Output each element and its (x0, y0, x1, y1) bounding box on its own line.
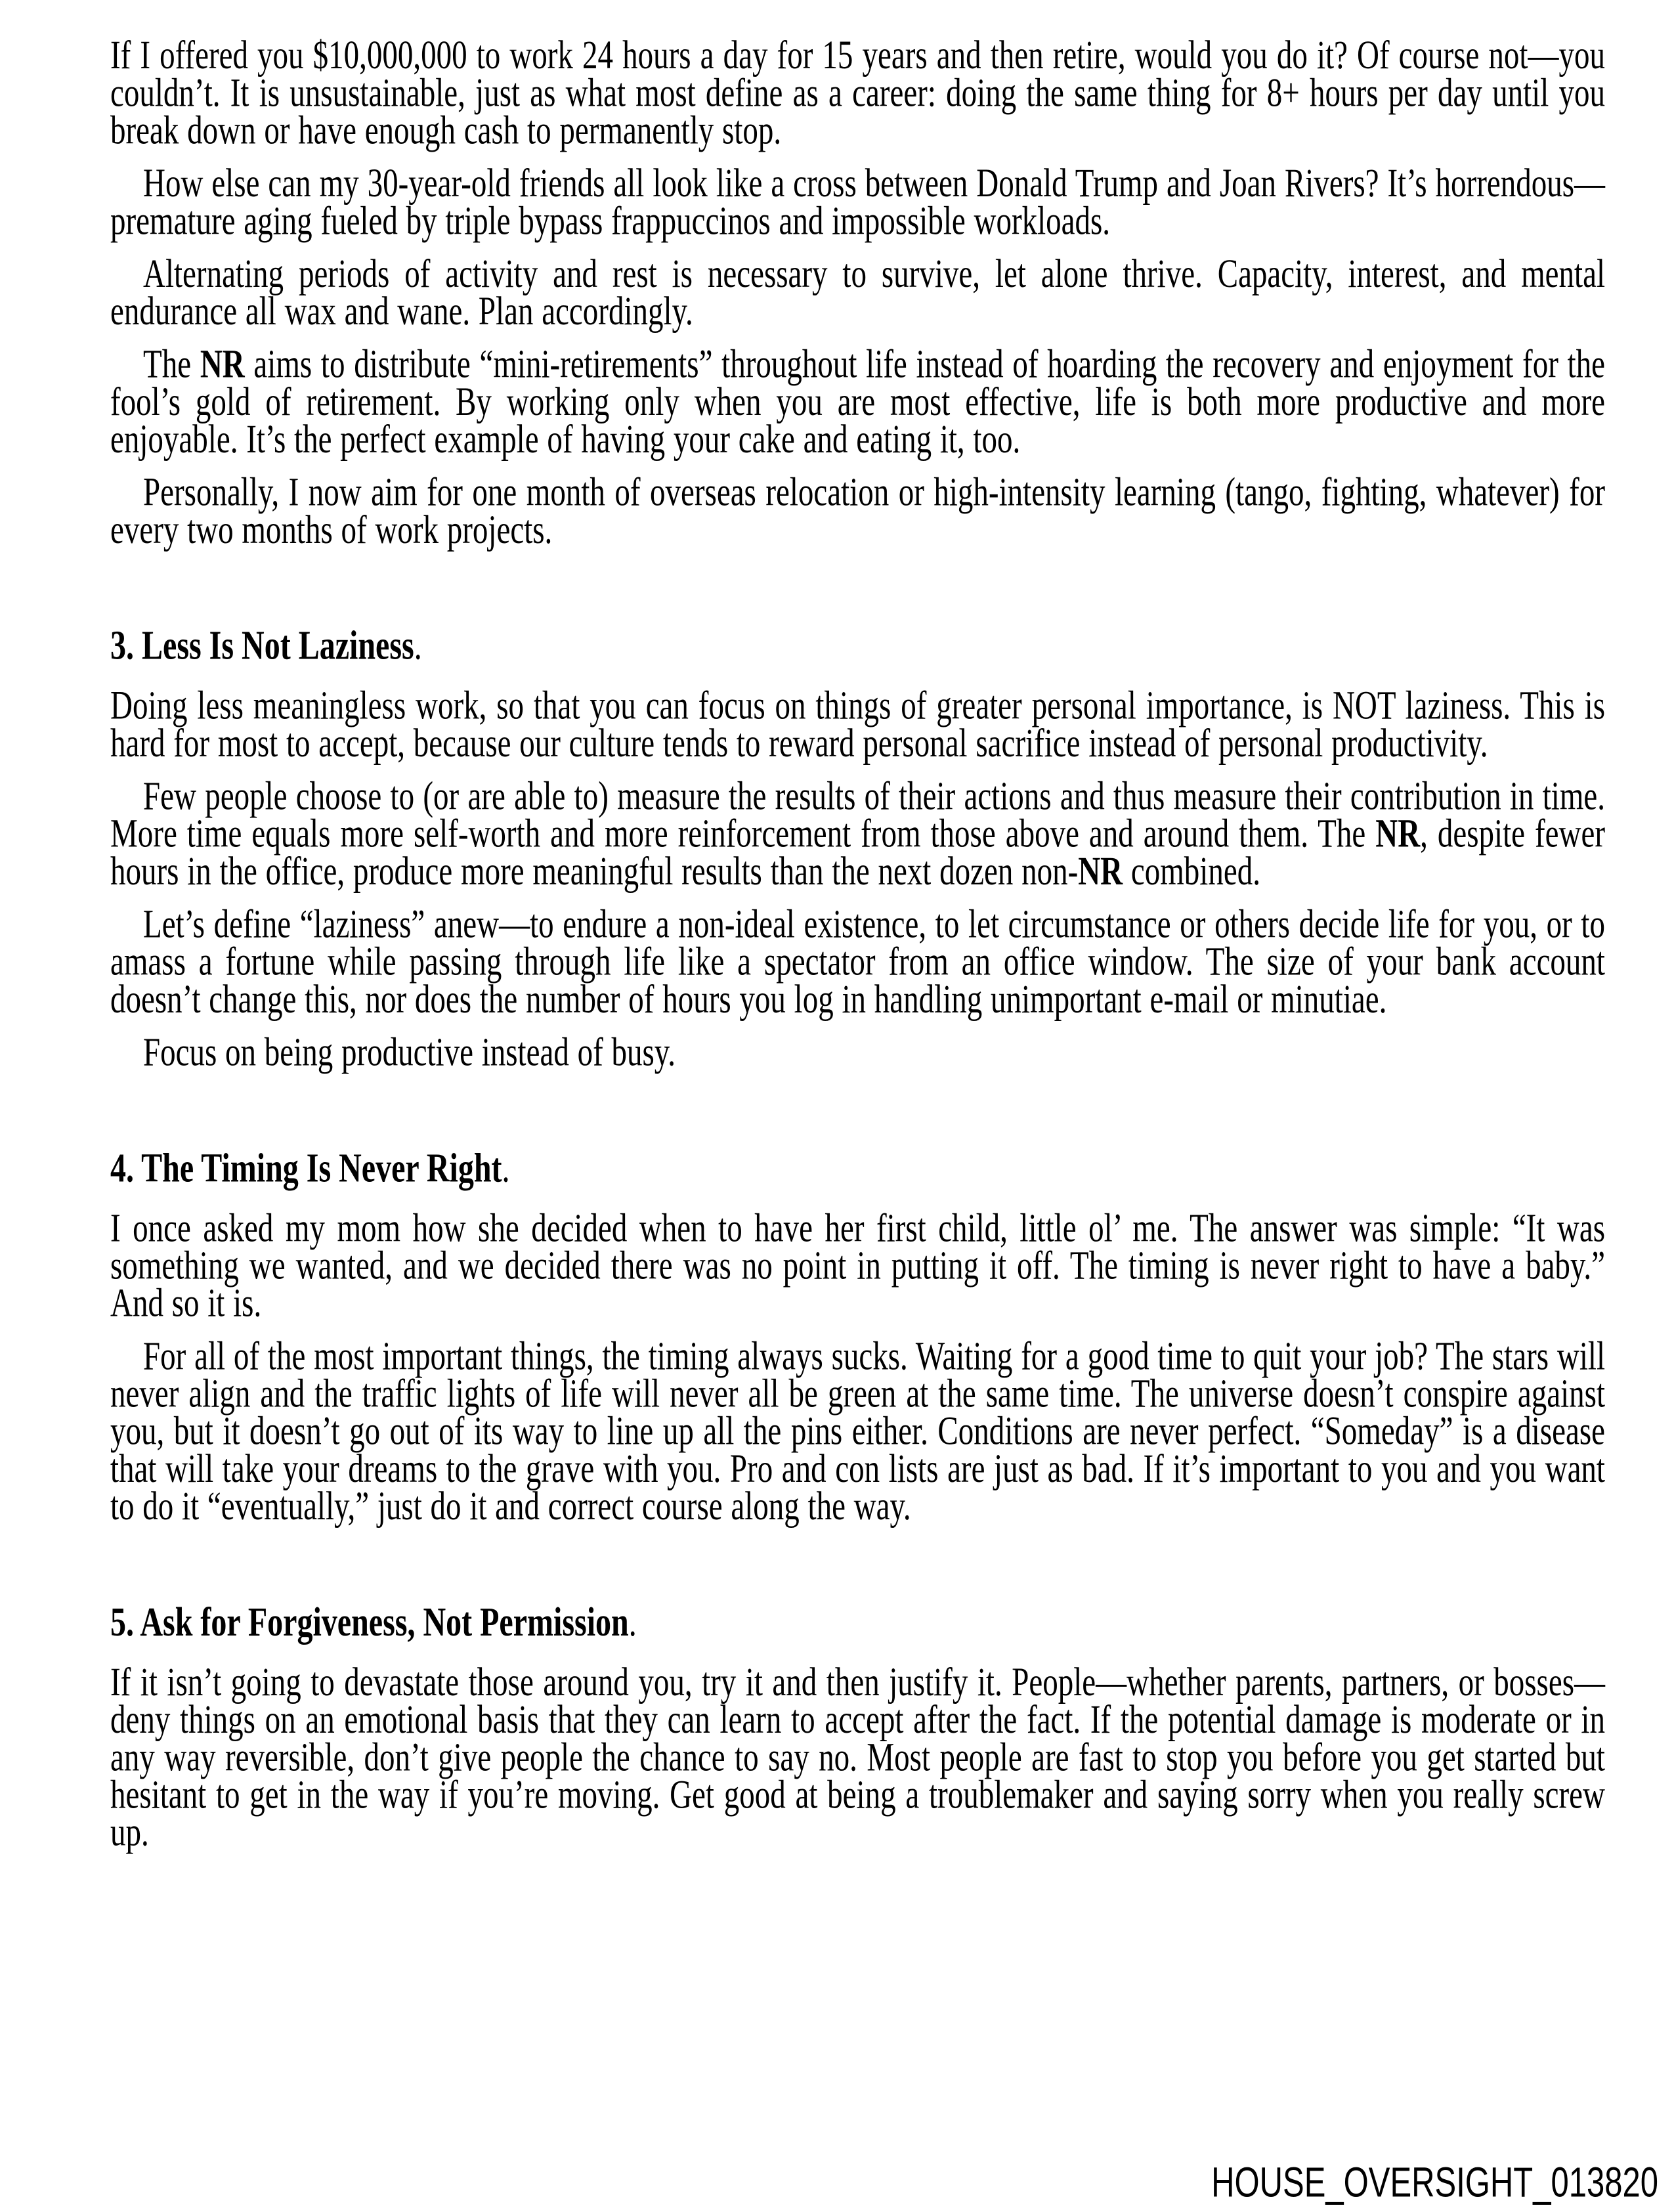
heading-title: 3. Less Is Not Laziness (110, 623, 414, 668)
paragraph (110, 774, 1605, 894)
paragraph (110, 1205, 1605, 1326)
text-segment: How else can my 30-year-old friends all look like a cross between Donald Trump and Joan Rivers? It’s horrendous—premature aging fueled by triple bypass frappuccinos and impossible workloads. (110, 161, 1605, 244)
section-heading-timing-is-never-right (110, 1145, 1605, 1191)
text-segment: If it isn’t going to devastate those around you, try it and then justify it. People—whether parents, partners, or bosses—deny things on an emotional basis that they can learn to accept after the fact. If the potential damage is moderate or in any way reversible, don’t give people the chance to say no. Most people are fast to stop you before you get started but hesitant to get in the way if you’re moving. Get good at being a troublemaker and saying sorry when you really screw up. (110, 1660, 1605, 1855)
heading-title: 5. Ask for Forgiveness, Not Permission (110, 1599, 629, 1645)
text-segment: aims to distribute “mini-retirements” throughout life instead of hoarding the recovery and enjoyment for the fool’s gold of retirement. By working only when you are most effective, life is both more productive and more enjoyable. It’s the perfect example of having your cake and eating it, too. (110, 342, 1605, 462)
paragraph (110, 683, 1605, 766)
text-segment: If I offered you $10,000,000 to work 24 hours a day for 15 years and then retire, would you do it? Of course not—you couldn’t. It is unsustainable, just as what most define as a career: doing the same thing for 8+ hours per day until you break down or have enough cash to permanently stop. (110, 33, 1605, 153)
nr-term: NR (200, 342, 245, 387)
heading-title: 4. The Timing Is Never Right (110, 1145, 502, 1191)
text-segment: combined. (1123, 849, 1260, 894)
nr-term: NR (1375, 812, 1421, 856)
paragraph (110, 470, 1605, 553)
heading-period: . (628, 1599, 637, 1645)
text-segment: Focus on being productive instead of busy. (143, 1030, 676, 1075)
text-segment: Few people choose to (or are able to) measure the results of their actions and thus measure their contribution in time. More time equals more self-worth and more reinforcement from those above and around them. The (110, 774, 1605, 856)
text-segment: For all of the most important things, the timing always sucks. Waiting for a good time to quit your job? The stars will never align and the traffic lights of life will never all be green at the same time. The universe doesn’t conspire against you, but it doesn’t go out of its way to line up all the pins either. Conditions are never perfect. “Someday” is a disease that will take your dreams to the grave with you. Pro and con lists are just as bad. If it’s important to you and you want to do it “eventually,” just do it and correct course along the way. (110, 1334, 1605, 1529)
text-segment: Let’s define “laziness” anew—to endure a non-ideal existence, to let circumstance or others decide life for you, or to amass a fortune while passing through life like a spectator from an office window. The size of your bank account doesn’t change this, nor does the number of hours you log in handling unimportant e-mail or minutiae. (110, 902, 1605, 1022)
heading-period: . (502, 1145, 510, 1191)
text-segment: Doing less meaningless work, so that you can focus on things of greater personal importance, is NOT laziness. This is hard for most to accept, because our culture tends to reward personal sacrifice instead of personal productivity. (110, 683, 1605, 766)
text-segment: , despite fewer hours in the office, produce more meaningful results than the next dozen non- (110, 812, 1605, 894)
heading-period: . (414, 623, 422, 668)
paragraph (110, 342, 1605, 462)
text-segment: I once asked my mom how she decided when to have her first child, little ol’ me. The answer was simple: “It was something we wanted, and we decided there was no point in putting it off. The timing is never right to have a baby.” And so it is. (110, 1205, 1605, 1326)
section-heading-less-is-not-laziness (110, 623, 1605, 668)
nr-term: NR (1078, 849, 1123, 894)
paragraph (110, 902, 1605, 1022)
text-segment: Personally, I now aim for one month of overseas relocation or high-intensity learning (tango, fighting, whatever) for every two months of work projects. (110, 470, 1605, 553)
paragraph (110, 251, 1605, 334)
bates-number-label: HOUSE_OVERSIGHT_013820 (1211, 2159, 1658, 2206)
paragraph (110, 1660, 1605, 1855)
section-heading-ask-for-forgiveness (110, 1599, 1605, 1645)
paragraph (110, 1030, 1605, 1075)
text-column (110, 33, 1605, 1855)
paragraph (110, 1334, 1605, 1529)
paragraph (110, 161, 1605, 244)
paragraph (110, 33, 1605, 153)
text-segment: The (143, 342, 200, 387)
text-segment: Alternating periods of activity and rest is necessary to survive, let alone thrive. Capacity, interest, and mental endurance all wax and wane. Plan accordingly. (110, 251, 1605, 334)
